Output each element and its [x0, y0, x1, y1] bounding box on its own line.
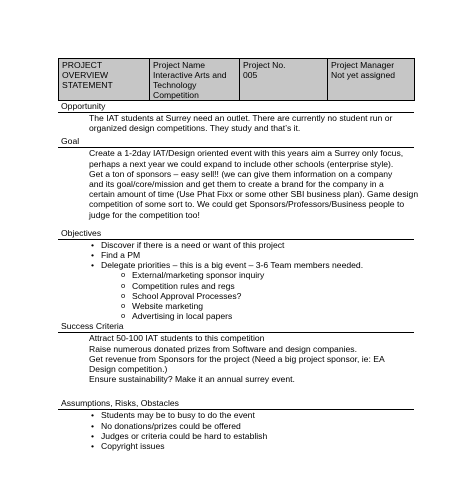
- section-heading-goal: Goal: [58, 136, 414, 148]
- section-heading-objectives: Objectives: [58, 228, 414, 240]
- section-heading-assumptions: Assumptions, Risks, Obstacles: [58, 398, 414, 410]
- goal-line: competition of some sort to. We could get Sponsors/Professors/Business people to: [89, 199, 405, 210]
- list-item: • Find a PM: [101, 250, 414, 260]
- sublist-item: o Advertising in local papers: [132, 311, 414, 321]
- success-line: Design competition.): [89, 364, 168, 375]
- goal-body: [58, 148, 419, 220]
- goal-line: Get a ton of sponsors – easy sell!! (we can give them information on a company: [89, 168, 393, 179]
- opportunity-body: [58, 113, 414, 133]
- list-item: • Discover if there is a need or want of this project: [101, 240, 414, 250]
- opportunity-line: organized design competitions. They study and that’s it.: [89, 123, 301, 134]
- list-item: • Judges or criteria could be hard to establish: [101, 431, 414, 441]
- overview-label-line-1: PROJECT OVERVIEW: [62, 60, 109, 80]
- project-manager-label: Project Manager: [331, 60, 395, 70]
- project-number-label: Project No.: [243, 60, 286, 70]
- objectives-sublist: [101, 270, 414, 321]
- goal-line: judge for the competition too!: [89, 209, 200, 220]
- overview-label-line-2: STATEMENT: [62, 80, 113, 90]
- section-heading-success-criteria: Success Criteria: [58, 321, 414, 333]
- success-line: Raise numerous donated prizes from Software and design companies.: [89, 343, 357, 354]
- project-name-value-line-1: Interactive Arts and: [153, 70, 227, 80]
- sublist-item: o School Approval Processes?: [132, 291, 414, 301]
- sublist-item: o Competition rules and regs: [132, 281, 414, 291]
- list-item: • No donations/prizes could be offered: [101, 421, 414, 431]
- project-name-label: Project Name: [153, 60, 206, 70]
- success-line: Attract 50-100 IAT students to this competition: [89, 333, 265, 344]
- goal-line: perhaps a next year we could expand to include other schools (enterprise style).: [89, 158, 394, 169]
- project-number-value: 005: [243, 70, 258, 80]
- project-name-cell: [150, 59, 240, 101]
- success-body: [58, 333, 414, 384]
- list-item: • Copyright issues: [101, 441, 414, 451]
- list-item: [101, 260, 414, 321]
- objectives-list: [58, 240, 414, 322]
- list-item-text: Delegate priorities – this is a big event – 3-6 Team members needed.: [101, 260, 364, 271]
- project-manager-cell: [328, 59, 415, 101]
- project-name-value-line-3: Competition: [153, 90, 199, 100]
- header-table: [58, 58, 415, 101]
- sublist-item: o External/marketing sponsor inquiry: [132, 270, 414, 280]
- goal-line: Create a 1-2day IAT/Design oriented event with this years aim a Surrey only focus,: [89, 148, 404, 159]
- overview-statement-cell: [59, 59, 150, 101]
- sublist-item: o Website marketing: [132, 301, 414, 311]
- section-heading-opportunity: Opportunity: [58, 101, 414, 113]
- project-name-value-line-2: Technology: [153, 80, 197, 90]
- goal-line: certain amount of time (Use Phat Fixx or some other SBI business plan). Game design: [89, 189, 419, 200]
- project-number-cell: [240, 59, 328, 101]
- goal-line: and its goal/core/mission and get them to create a brand for the company in a: [89, 179, 384, 190]
- project-manager-value: Not yet assigned: [331, 70, 396, 80]
- success-line: Get revenue from Sponsors for the project (Need a big project sponsor, ie: EA: [89, 353, 385, 364]
- opportunity-line: The IAT students at Surrey need an outlet. There are currently no student run or: [89, 113, 393, 123]
- list-item: • Students may be to busy to do the event: [101, 410, 414, 420]
- assumptions-list: [58, 410, 414, 451]
- success-line: Ensure sustainability? Make it an annual surrey event.: [89, 374, 295, 385]
- document-page: [58, 58, 419, 452]
